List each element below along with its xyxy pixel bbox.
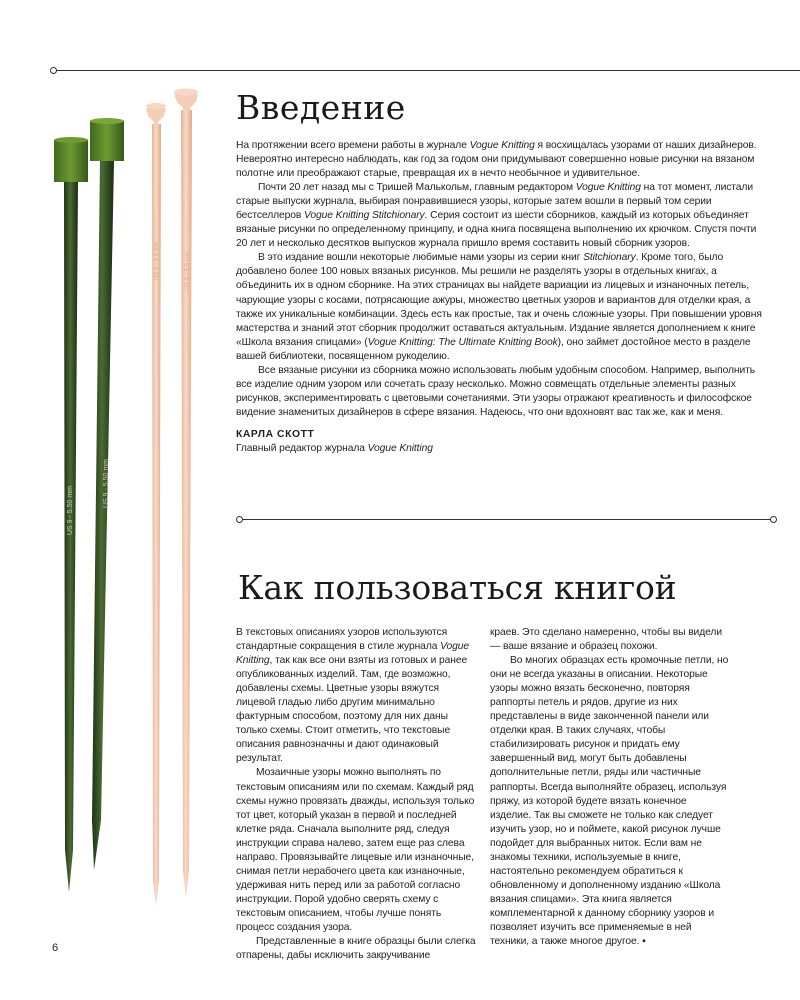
page-number: 6	[52, 942, 59, 954]
pink-needle-1	[146, 103, 166, 906]
green-needle-2	[90, 118, 124, 870]
howto-left-column	[236, 626, 476, 963]
intro-paragraphs	[236, 139, 766, 420]
italic-text: Vogue Knitting	[367, 442, 433, 454]
signature-role: Главный редактор журнала Vogue Knitting	[236, 442, 433, 454]
howto-title: Как пользоваться книгой	[238, 568, 677, 607]
intro-body	[236, 139, 766, 456]
intro-paragraph: На протяжении всего времени работы в журнале Vogue Knitting я восхищалась узорами от наших дизайнеров. Невероятно интересно наблюдать, как год за годом они придумывают совершенно новые рисунки на вязаном полотне или преображают старые, превращая их в нечто необычное и удивительное.	[236, 140, 757, 180]
green-needle-1	[54, 137, 88, 892]
howto-paragraph: Во многих образцах есть кромочные петли, но они не всегда указаны в описании. Некоторые узоры можно вязать бесконечно, повторяя раппорты петель и рядов, другие из них представлены в виде законченной панели или отделки края. В таких случаях, чтобы стабилизировать рисунок и придать ему завершенный вид, могут быть добавлены дополнительные петли, ряды или частичные раппорты. Всегда выполняйте образец, используя пряжу, из которой будете вязать конечное изделие. Так вы сможете не только как следует изучить узор, но и поймете, какой рисунок лучше подойдет для выбранных ниток. Если вам не знакомы техники, используемые в книге, настоятельно рекомендуем обратиться к обновленному и дополненному изданию «Школа вязания спицами». Эта книга является комплементарной к данному сборнику узоров и позволяет изучить все применяемые в ней техники, а также многое другое. ▪	[490, 655, 729, 948]
italic-text: Vogue Knitting Stitchionary	[304, 210, 425, 222]
needle-label: US 9 - 5.50 mm	[67, 485, 74, 535]
knitting-needles-photo	[40, 80, 230, 920]
needle-cap	[90, 121, 124, 161]
intro-title: Введение	[236, 88, 406, 127]
italic-text: Vogue Knitting	[469, 140, 535, 151]
needle-label: US 9 - 5.5 mm	[185, 251, 191, 290]
needle-label: US 9 - 5.50 mm	[103, 458, 110, 508]
section-divider	[240, 519, 773, 520]
top-rule	[54, 70, 800, 71]
intro-paragraph: Почти 20 лет назад мы с Тришей Малькольм, главным редактором Vogue Knitting на тот момент, листали старые выпуски журнала, выбирая понравившиеся узоры, которые затем вошли в первый том серии бестселлеров Vogue Knitting Stitchionary. Серия состоит из шести сборников, каждый из которых объединяет вязаные рисунки по определенному принципу, и одна книга посвящена выполнению их крючком. Спустя почти 20 лет и несколько десятков выпусков журнала пришло время составить новый сборник узоров.	[236, 182, 757, 250]
pink-needle-2	[174, 89, 198, 899]
howto-paragraph: Представленные в книге образцы были слегка отпарены, дабы исключить закручивание	[236, 936, 476, 962]
italic-text: Vogue Knitting: The Ultimate Knitting Book	[367, 336, 558, 348]
signature-name: КАРЛА СКОТТ	[236, 428, 315, 440]
needle-cap	[54, 140, 88, 182]
italic-text: Stitchionary	[583, 252, 636, 264]
needle-label: US 9 - 5.5 mm	[154, 241, 160, 280]
howto-paragraph: Мозаичные узоры можно выполнять по текстовым описаниям или по схемам. Каждый ряд схемы нужно провязать дважды, используя только тот цвет, который указан в первой и последней клетке ряда. Сначала выполните ряд, следуя инструкции справа налево, затем еще раз слева направо. Провязывайте лицевые или изнаночные, снимая петли нерабочего цвета как изнаночные, удерживая нить перед или за работой согласно инструкции. Порой удобно сверять схему с текстовым описанием, чтобы лучше понять процесс создания узора.	[236, 767, 475, 933]
intro-paragraph: Все вязаные рисунки из сборника можно использовать любым удобным способом. Например, выполнить все изделие одним узором или сочетать сразу несколько. Можно совмещать отдельные элементы разных рисунков, экспериментировать с цветовыми сочетаниями. Эти узоры отражают креативность и философское видение знаменитых дизайнеров в сфере вязания. Надеюсь, что они вдохновят вас так же, как и меня.	[236, 364, 756, 418]
howto-paragraph: В текстовых описаниях узоров используются стандартные сокращения в стиле журнала Vogue Knitting, так как все они взяты из готовых и ранее опубликованных изделий. Там, где возможно, добавлены схемы. Цветные узоры вяжутся лицевой гладью либо другим минимально фактурным способом, поэтому для них даны только схемы. Стоит отметить, что текстовые описания равнозначны и дают одинаковый результат.	[236, 627, 470, 765]
howto-right-column	[490, 626, 730, 949]
signature	[236, 428, 766, 456]
italic-text: Vogue Knitting	[575, 182, 641, 194]
intro-paragraph: В это издание вошли некоторые любимые нами узоры из серии книг Stitchionary. Кроме того, было добавлено более 100 новых вязаных рисунков. Мы решили не разделять узоры в отдельных книгах, а объединить их в одном сборнике. На этих страницах вы найдете вариации из лицевых и изнаночных петель, чарующие узоры с косами, потрясающие ажуры, множество цветных узоров и вариантов для отделки края, а также их уникальные комбинации. Здесь есть как простые, так и очень сложные узоры. При повышении уровня мастерства и знаний этот сборник продолжит оставаться актуальным. Издание является дополнением к книге «Школа вязания спицами» (Vogue Knitting: The Ultimate Knitting Book), оно займет достойное место в разделе вашей библиотеки, посвященном рукоделию.	[236, 252, 762, 362]
howto-paragraph: краев. Это сделано намеренно, чтобы вы видели — ваше вязание и образец похожи.	[490, 627, 722, 653]
italic-text: Vogue Knitting	[236, 641, 470, 667]
